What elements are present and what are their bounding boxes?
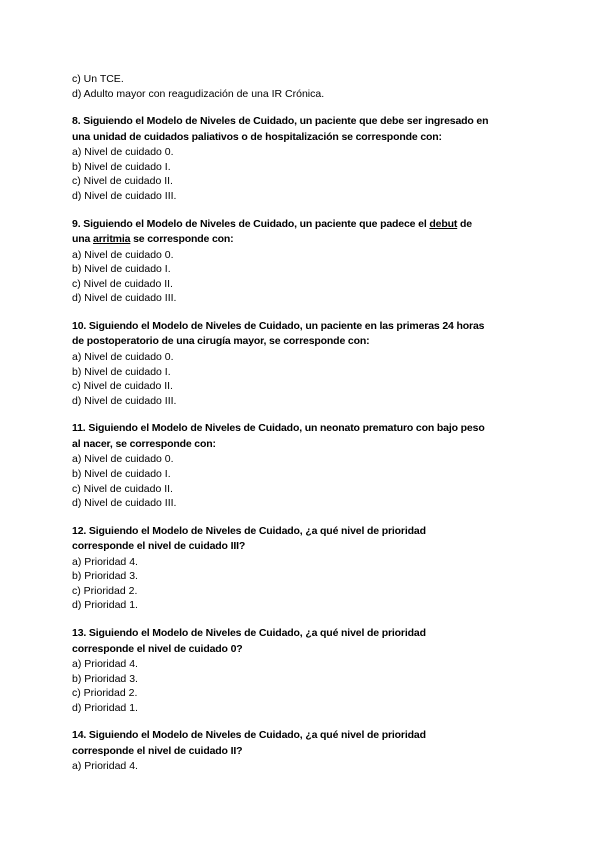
option-b: b) Nivel de cuidado I.: [72, 263, 171, 276]
question-8: [72, 114, 534, 203]
option-c: c) Nivel de cuidado II.: [72, 380, 173, 393]
document-content: [72, 72, 534, 774]
underlined-word: arritmia: [93, 233, 131, 246]
option-c: c) Un TCE.: [72, 73, 124, 85]
question-13: [72, 626, 534, 715]
option-a: a) Prioridad 4.: [72, 555, 138, 568]
question-text: 9. Siguiendo el Modelo de Niveles de Cuidado, un paciente que padece el debut de una arritmia se corresponde con:: [72, 217, 472, 246]
option-a: a) Nivel de cuidado 0.: [72, 248, 174, 261]
option-d: d) Nivel de cuidado III.: [72, 394, 177, 407]
option-a: a) Prioridad 4.: [72, 658, 138, 671]
option-c: c) Prioridad 2.: [72, 584, 138, 597]
option-d: d) Prioridad 1.: [72, 599, 138, 612]
question-text: 8. Siguiendo el Modelo de Niveles de Cuidado, un paciente que debe ser ingresado en una unidad de cuidados paliativos o de hospitalización se corresponde con:: [72, 115, 489, 143]
option-b: b) Nivel de cuidado I.: [72, 160, 171, 173]
option-d: d) Adulto mayor con reagudización de una IR Crónica.: [72, 87, 325, 100]
underlined-word: debut: [429, 217, 458, 230]
option-b: b) Prioridad 3.: [72, 672, 138, 685]
option-c: c) Nivel de cuidado II.: [72, 482, 173, 495]
option-c: c) Prioridad 2.: [72, 687, 138, 700]
option-a: a) Nivel de cuidado 0.: [72, 453, 174, 466]
option-d: d) Nivel de cuidado III.: [72, 497, 177, 510]
question-10: [72, 319, 534, 408]
option-d: d) Nivel de cuidado III.: [72, 189, 177, 202]
option-d: d) Nivel de cuidado III.: [72, 292, 177, 305]
question-14: [72, 728, 534, 774]
option-c: c) Nivel de cuidado II.: [72, 175, 173, 188]
option-c: c) Nivel de cuidado II.: [72, 277, 173, 290]
option-b: b) Prioridad 3.: [72, 570, 138, 583]
option-b: b) Nivel de cuidado I.: [72, 467, 171, 480]
option-a: a) Nivel de cuidado 0.: [72, 146, 174, 159]
option-a: a) Nivel de cuidado 0.: [72, 350, 174, 363]
question-12: [72, 524, 534, 613]
question-9: [72, 217, 534, 306]
question-text: 10. Siguiendo el Modelo de Niveles de Cuidado, un paciente en las primeras 24 horas de postoperatorio de una cirugía mayor, se corresponde con:: [72, 319, 485, 348]
question-text: 11. Siguiendo el Modelo de Niveles de Cuidado, un neonato prematuro con bajo peso al nacer, se corresponde con:: [72, 422, 485, 450]
carryover-options: [72, 72, 534, 101]
question-text: 14. Siguiendo el Modelo de Niveles de Cuidado, ¿a qué nivel de prioridad corresponde el nivel de cuidado II?: [72, 729, 426, 757]
option-d: d) Prioridad 1.: [72, 701, 138, 714]
question-text: 13. Siguiendo el Modelo de Niveles de Cuidado, ¿a qué nivel de prioridad corresponde el nivel de cuidado 0?: [72, 627, 426, 655]
option-a: a) Prioridad 4.: [72, 760, 138, 773]
question-11: [72, 421, 534, 510]
question-text: 12. Siguiendo el Modelo de Niveles de Cuidado, ¿a qué nivel de prioridad corresponde el nivel de cuidado III?: [72, 524, 426, 553]
option-b: b) Nivel de cuidado I.: [72, 365, 171, 378]
